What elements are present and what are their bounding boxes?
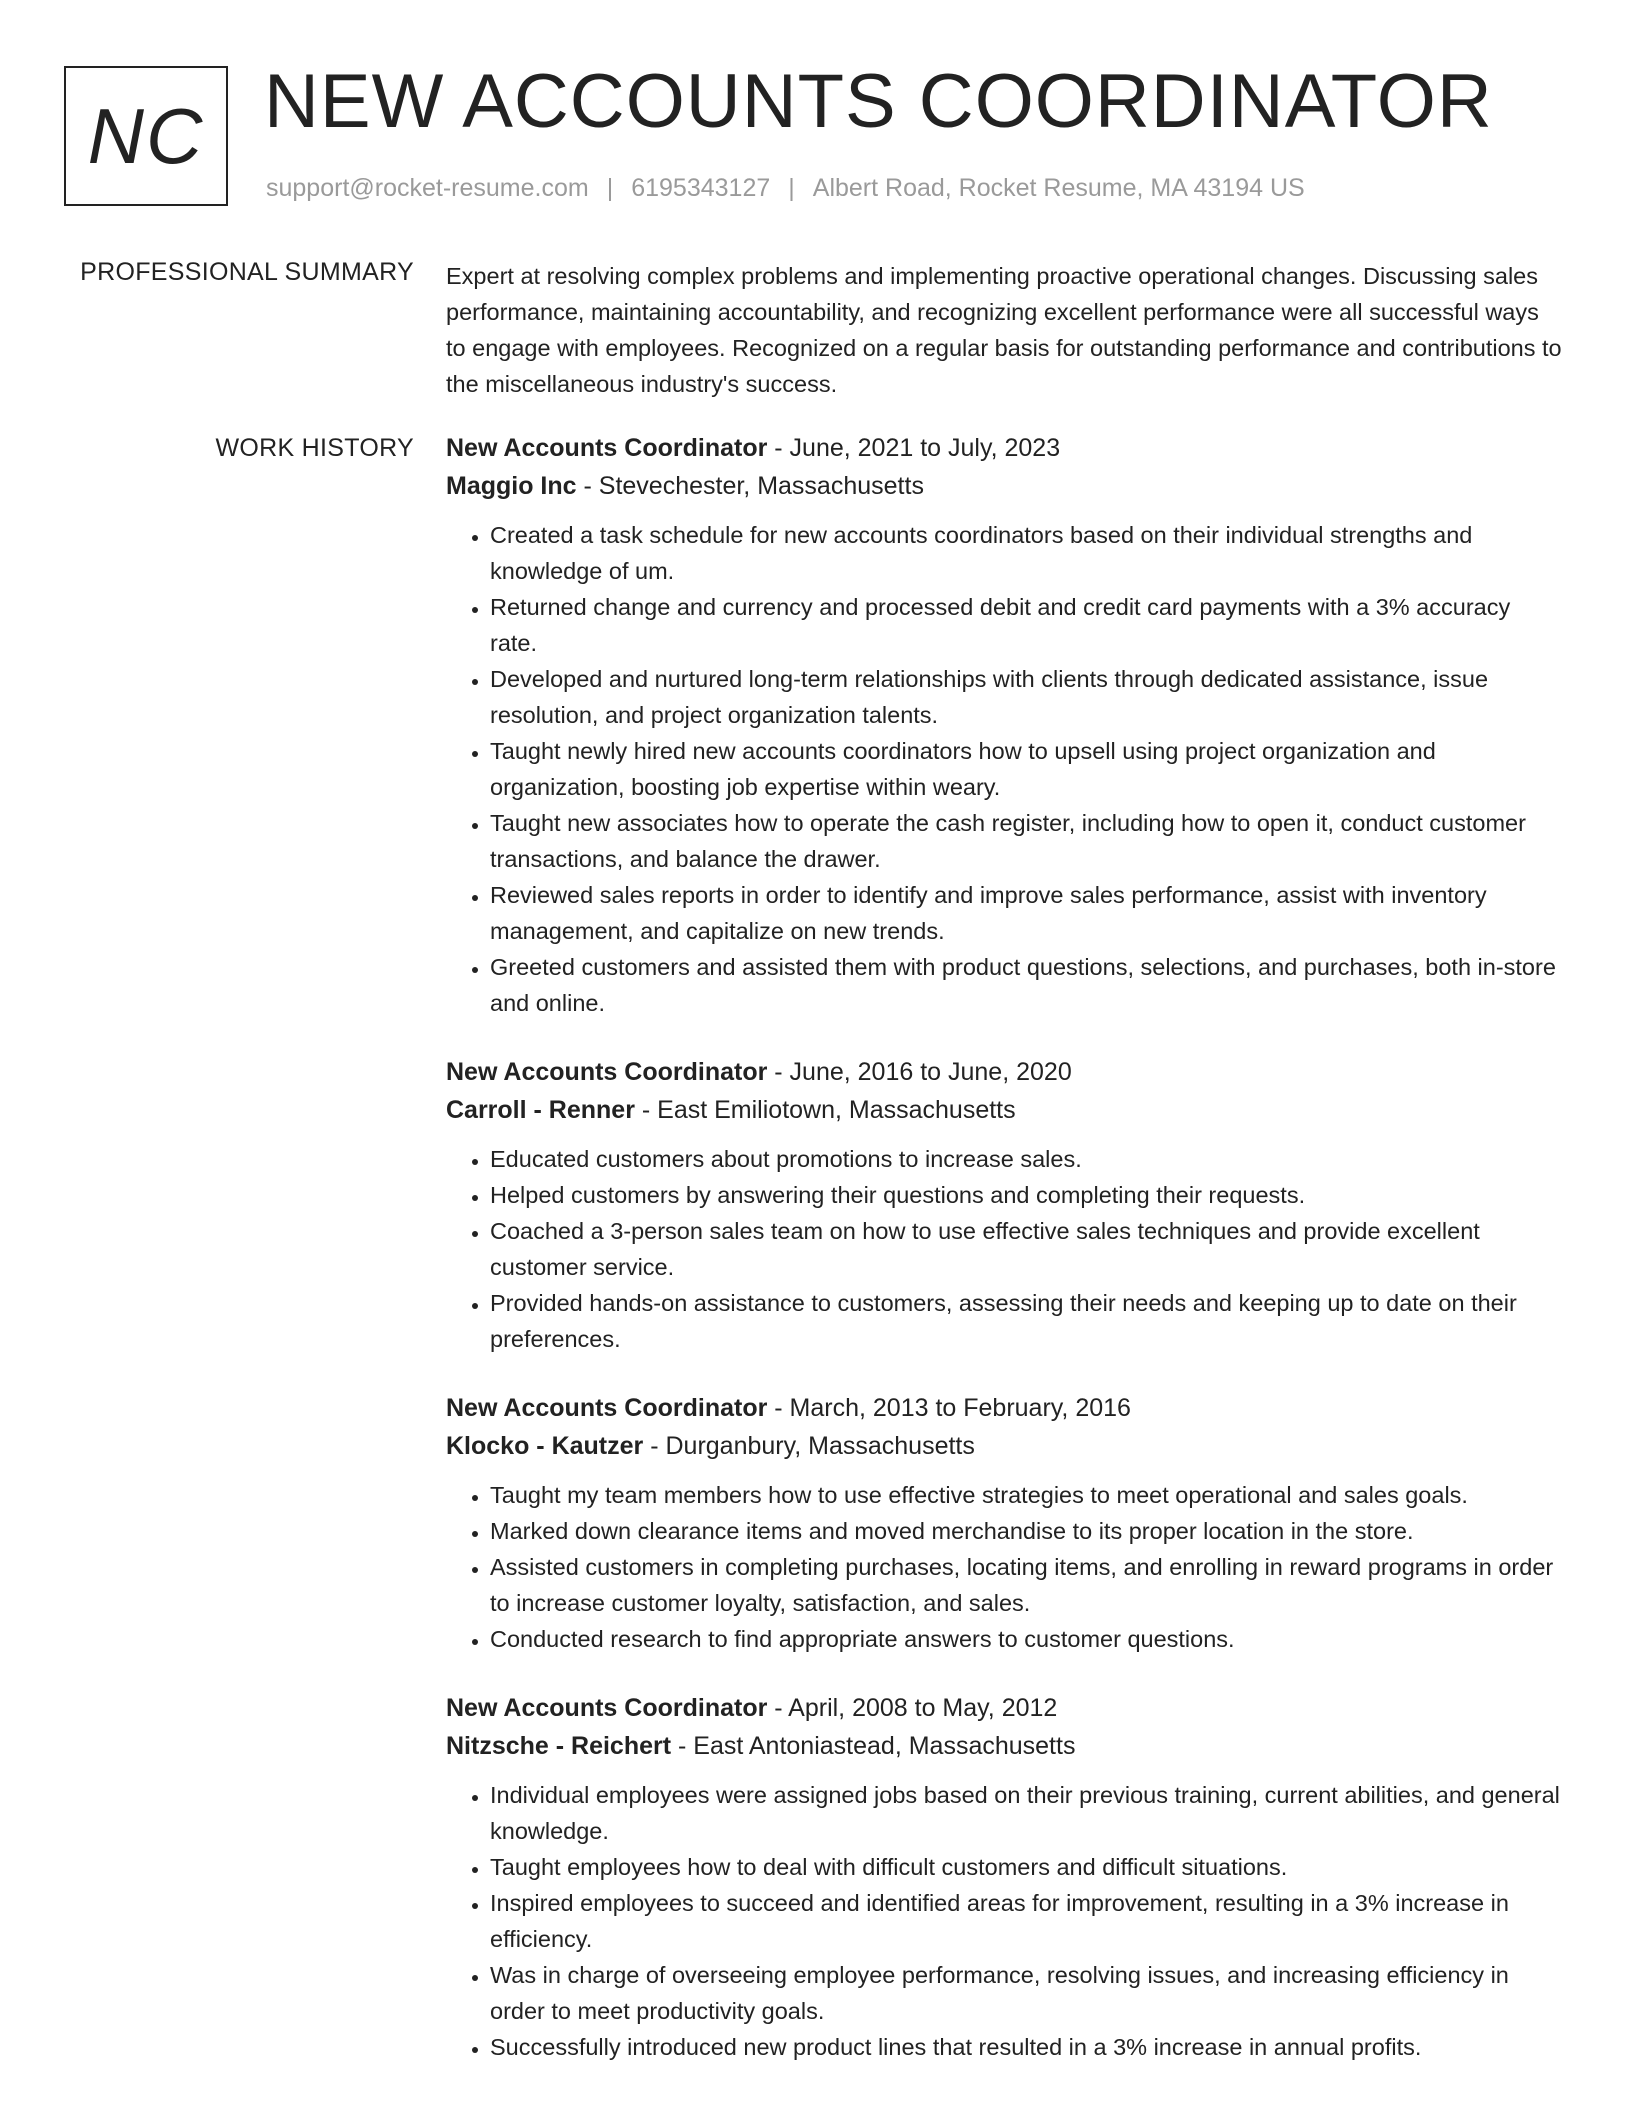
job-company-line bbox=[446, 467, 1562, 505]
job-title-line bbox=[446, 1689, 1562, 1727]
job-entry bbox=[446, 429, 1562, 1021]
job-bullet-item: • Greeted customers and assisted them with product questions, selections, and purchases, both in-store and online. bbox=[490, 949, 1562, 1021]
job-bullet-item: • Coached a 3-person sales team on how to use effective sales techniques and provide excellent customer service. bbox=[490, 1213, 1562, 1285]
job-entry bbox=[446, 1689, 1562, 2065]
job-location: - East Emiliotown, Massachusetts bbox=[634, 1096, 1016, 1124]
job-title-line bbox=[446, 429, 1562, 467]
job-bullet-list bbox=[446, 1477, 1562, 1657]
job-bullet-item: • Returned change and currency and processed debit and credit card payments with a 3% accuracy rate. bbox=[490, 589, 1562, 661]
job-entry bbox=[446, 1053, 1562, 1357]
resume-title: NEW ACCOUNTS COORDINATOR bbox=[264, 59, 1493, 144]
resume-header bbox=[64, 59, 1564, 210]
job-dates: - June, 2021 to July, 2023 bbox=[767, 434, 1061, 462]
job-title: New Accounts Coordinator bbox=[446, 1058, 768, 1086]
job-bullet-item: • Helped customers by answering their questions and completing their requests. bbox=[490, 1177, 1562, 1213]
job-bullet-item: • Taught new associates how to operate the cash register, including how to open it, conduct customer transactions, and balance the drawer. bbox=[490, 805, 1562, 877]
job-bullet-item: • Taught newly hired new accounts coordinators how to upsell using project organization and organization, boosting job expertise within weary. bbox=[490, 733, 1562, 805]
job-bullet-item: • Individual employees were assigned jobs based on their previous training, current abilities, and general knowledge. bbox=[490, 1777, 1562, 1849]
work-history-body bbox=[446, 429, 1562, 2097]
job-bullet-item: • Taught employees how to deal with difficult customers and difficult situations. bbox=[490, 1849, 1562, 1885]
job-bullet-item: • Conducted research to find appropriate answers to customer questions. bbox=[490, 1621, 1562, 1657]
section-label-summary: PROFESSIONAL SUMMARY bbox=[80, 258, 414, 286]
job-location: - Durganbury, Massachusetts bbox=[643, 1432, 975, 1460]
job-company: Klocko - Kautzer bbox=[446, 1432, 644, 1460]
job-location: - East Antoniastead, Massachusetts bbox=[671, 1732, 1076, 1760]
initials-monogram: NC bbox=[64, 66, 228, 206]
job-bullet-item: • Created a task schedule for new accounts coordinators based on their individual strengths and knowledge of um. bbox=[490, 517, 1562, 589]
contact-separator: | bbox=[788, 174, 795, 202]
job-location: - Stevechester, Massachusetts bbox=[576, 472, 924, 500]
job-dates: - June, 2016 to June, 2020 bbox=[767, 1058, 1072, 1086]
contact-line bbox=[266, 174, 1305, 203]
job-bullet-list bbox=[446, 1141, 1562, 1357]
job-bullet-list bbox=[446, 1777, 1562, 2065]
contact-email: support@rocket-resume.com bbox=[266, 174, 589, 202]
job-company-line bbox=[446, 1727, 1562, 1765]
contact-phone: 6195343127 bbox=[631, 174, 771, 202]
job-company-line bbox=[446, 1427, 1562, 1465]
job-title: New Accounts Coordinator bbox=[446, 434, 768, 462]
job-title-line bbox=[446, 1389, 1562, 1427]
job-bullet-item: • Was in charge of overseeing employee performance, resolving issues, and increasing efficiency in order to meet productivity goals. bbox=[490, 1957, 1562, 2029]
job-company-line bbox=[446, 1091, 1562, 1129]
contact-separator: | bbox=[606, 174, 614, 202]
summary-text: Expert at resolving complex problems and implementing proactive operational changes. Discussing sales performance, maintaining accountability, and recognizing excellent performance were all successful ways to engage with employees. Recognized on a regular basis for outstanding performance and contributions to the miscellaneous industry's success. bbox=[446, 263, 1562, 397]
job-company: Carroll - Renner bbox=[446, 1096, 635, 1124]
job-bullet-item: • Assisted customers in completing purchases, locating items, and enrolling in reward programs in order to increase customer loyalty, satisfaction, and sales. bbox=[490, 1549, 1562, 1621]
job-title-line bbox=[446, 1053, 1562, 1091]
job-bullet-item: • Provided hands-on assistance to customers, assessing their needs and keeping up to date on their preferences. bbox=[490, 1285, 1562, 1357]
job-bullet-item: • Developed and nurtured long-term relationships with clients through dedicated assistance, issue resolution, and project organization talents. bbox=[490, 661, 1562, 733]
contact-address: Albert Road, Rocket Resume, MA 43194 US bbox=[812, 174, 1305, 202]
job-bullet-item: • Inspired employees to succeed and identified areas for improvement, resulting in a 3% increase in efficiency. bbox=[490, 1885, 1562, 1957]
job-company: Maggio Inc bbox=[446, 472, 577, 500]
job-dates: - March, 2013 to February, 2016 bbox=[767, 1394, 1131, 1422]
job-title: New Accounts Coordinator bbox=[446, 1394, 768, 1422]
job-bullet-item: • Reviewed sales reports in order to identify and improve sales performance, assist with inventory management, and capitalize on new trends. bbox=[490, 877, 1562, 949]
job-title: New Accounts Coordinator bbox=[446, 1694, 768, 1722]
section-label-work-history: WORK HISTORY bbox=[215, 434, 414, 462]
job-bullet-item: • Taught my team members how to use effective strategies to meet operational and sales goals. bbox=[490, 1477, 1562, 1513]
job-bullet-item: • Educated customers about promotions to increase sales. bbox=[490, 1141, 1562, 1177]
job-company: Nitzsche - Reichert bbox=[446, 1732, 672, 1760]
job-dates: - April, 2008 to May, 2012 bbox=[767, 1694, 1058, 1722]
job-bullet-item: • Successfully introduced new product lines that resulted in a 3% increase in annual profits. bbox=[490, 2029, 1562, 2065]
job-bullet-item: • Marked down clearance items and moved merchandise to its proper location in the store. bbox=[490, 1513, 1562, 1549]
summary-body bbox=[446, 258, 1562, 402]
job-entry bbox=[446, 1389, 1562, 1657]
job-bullet-list bbox=[446, 517, 1562, 1021]
